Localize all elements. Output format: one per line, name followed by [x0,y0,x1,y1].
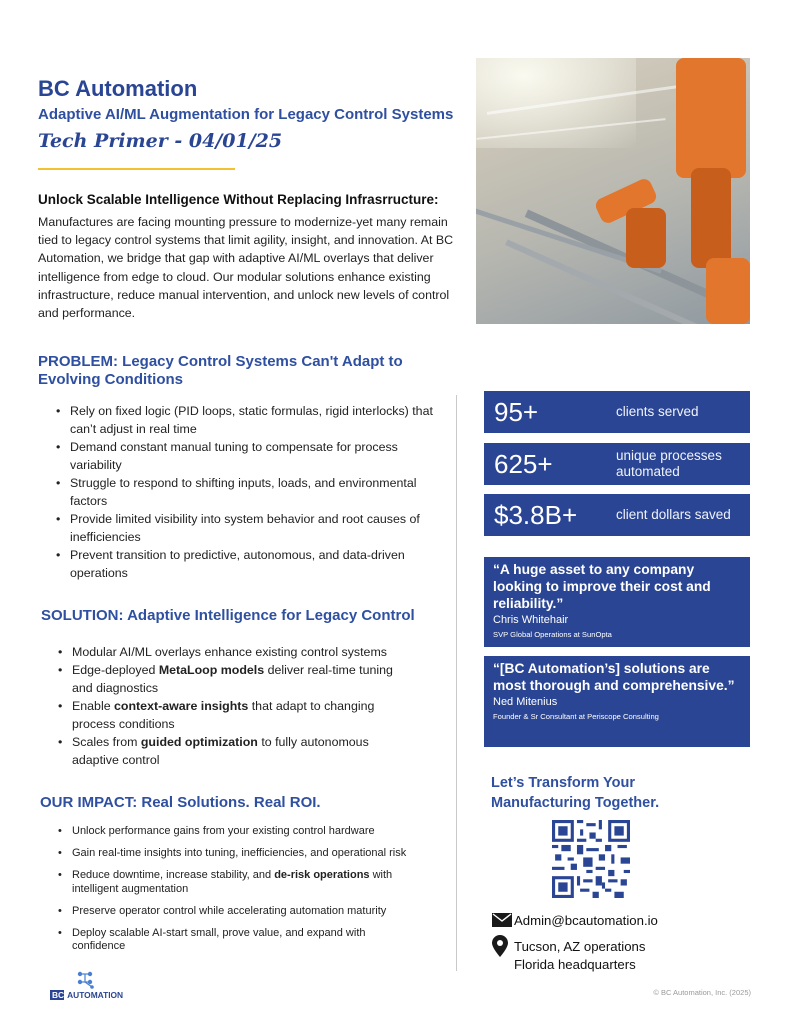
list-item: • Preserve operator control while accelerating automation maturity [56,905,416,919]
stat-label: unique processes automated [616,448,722,479]
testimonial-quote: “A huge asset to any company looking to improve their cost and reliability.” [493,562,711,611]
title-underline [38,168,235,170]
list-item: • Gain real-time insights into tuning, inefficiencies, and operational risk [56,847,416,861]
contact-headquarters [514,957,636,972]
envelope-icon [492,913,514,930]
operations-location: Tucson, AZ operations [514,938,646,954]
tech-primer-date: Tech Primer - 04/01/25 [38,130,283,152]
testimonial-author: Ned Mitenius [493,696,558,708]
factory-robot-image [476,58,750,324]
problem-list [54,402,434,582]
impact-list [56,825,416,962]
list-item: • Edge-deployed MetaLoop models deliver real-time tuning and diagnostics [56,661,401,697]
testimonial-author: Chris Whitehair [493,614,569,626]
map-pin-icon [492,935,514,960]
page-subtitle: Adaptive AI/ML Augmentation for Legacy Control Systems [38,106,454,123]
stat-clients [484,391,750,433]
testimonial-card [484,656,750,747]
list-item: • Unlock performance gains from your existing control hardware [56,825,416,839]
list-item: • Enable context-aware insights that adapt to changing process conditions [56,697,401,733]
testimonial-quote: “[BC Automation’s] solutions are most thorough and comprehensive.” [493,661,735,693]
intro-heading: Unlock Scalable Intelligence Without Replacing Infrasrructure: [38,192,439,207]
list-item: • Rely on fixed logic (PID loops, static formulas, rigid interlocks) that can’t adjust in real time [54,402,434,438]
stat-processes [484,443,750,485]
list-item: • Scales from guided optimization to fully autonomous adaptive control [56,733,401,769]
testimonial-role: Founder & Sr Consultant at Periscope Consulting [493,712,659,721]
company-title: BC Automation [38,76,198,101]
testimonial-card [484,557,750,647]
copyright-text: © BC Automation, Inc. (2025) [653,988,751,997]
list-item: • Reduce downtime, increase stability, and de-risk operations with intelligent augmentation [56,869,416,896]
company-logo [50,968,124,1002]
problem-heading: PROBLEM: Legacy Control Systems Can't Adapt to Evolving Conditions [38,353,403,388]
stat-savings [484,494,750,536]
list-item: • Demand constant manual tuning to compensate for process variability [54,438,434,474]
list-item: • Struggle to respond to shifting inputs, loads, and environmental factors [54,474,434,510]
stat-value: 625+ [494,449,553,479]
solution-list [56,643,401,769]
stat-value: 95+ [494,397,539,427]
intro-paragraph: Manufactures are facing mounting pressure to modernize-yet many remain tied to legacy control systems that limit agility, insight, and innovation. At BC Automation, we bridge that gap with adaptive AI/ML overlays that deliver intelligence from edge to cloud. Our modular solutions enhance existing infrastructure, reduce manual intervention, and unlock new levels of control and performance. [38,215,454,321]
cta-heading: Let’s Transform Your Manufacturing Together. [491,775,660,811]
qr-code[interactable] [552,820,630,898]
email-address[interactable]: Admin@bcautomation.io [514,913,658,928]
logo-text: BC AUTOMATION [52,990,124,1000]
testimonial-role: SVP Global Operations at SunOpta [493,630,612,639]
headquarters-location: Florida headquarters [514,957,636,972]
list-item: • Provide limited visibility into system behavior and root causes of inefficiencies [54,510,434,546]
stat-label: client dollars saved [616,507,731,522]
solution-heading: SOLUTION: Adaptive Intelligence for Legacy Control [41,607,415,624]
column-divider [456,395,457,971]
stat-label: clients served [616,404,699,419]
impact-heading: OUR IMPACT: Real Solutions. Real ROI. [40,794,321,811]
list-item: • Deploy scalable AI-start small, prove value, and expand with confidence [56,927,416,954]
stat-value: $3.8B+ [494,500,578,530]
list-item: • Prevent transition to predictive, autonomous, and data-driven operations [54,546,434,582]
list-item: • Modular AI/ML overlays enhance existing control systems [56,643,401,661]
contact-email[interactable] [492,913,658,930]
